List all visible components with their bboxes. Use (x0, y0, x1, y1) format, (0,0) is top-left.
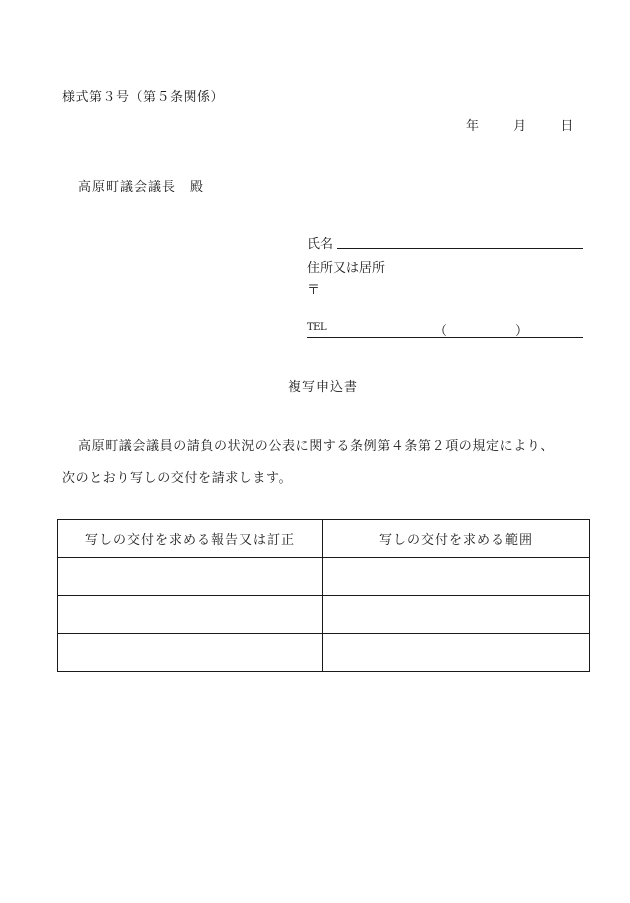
body-text-line-1: 高原町議会議員の請負の状況の公表に関する条例第４条第２項の規定により、 (78, 439, 555, 454)
table-header-row (58, 520, 590, 558)
column-header-report: 写しの交付を求める報告又は訂正 (58, 520, 323, 558)
table-row (58, 634, 590, 672)
body-text-line-2: 次のとおり写しの交付を請求します。 (62, 471, 293, 486)
tel-field[interactable] (307, 337, 583, 338)
table-cell-scope[interactable] (323, 558, 590, 596)
table-cell-scope[interactable] (323, 634, 590, 672)
date-month-label: 月 (513, 119, 527, 134)
document-title: 複写申込書 (288, 380, 359, 395)
date-year-label: 年 (466, 119, 480, 134)
table-cell-report[interactable] (58, 634, 323, 672)
applicant-name-field[interactable] (337, 248, 583, 249)
date-day-label: 日 (560, 119, 574, 134)
request-table (57, 519, 590, 672)
date-row (466, 115, 573, 134)
form-number: 様式第３号（第５条関係） (62, 90, 225, 105)
addressee: 高原町議会議長 殿 (78, 180, 205, 195)
tel-paren-close: ） (515, 324, 529, 339)
applicant-address-label: 住所又は居所 (307, 261, 386, 276)
table-cell-scope[interactable] (323, 596, 590, 634)
applicant-name-label: 氏名 (307, 237, 334, 252)
table-cell-report[interactable] (58, 596, 323, 634)
table-cell-report[interactable] (58, 558, 323, 596)
table-row (58, 596, 590, 634)
column-header-scope: 写しの交付を求める範囲 (323, 520, 590, 558)
postal-mark: 〒 (307, 283, 321, 298)
table-row (58, 558, 590, 596)
tel-paren-open: （ (434, 324, 448, 339)
tel-label: TEL (307, 322, 327, 333)
